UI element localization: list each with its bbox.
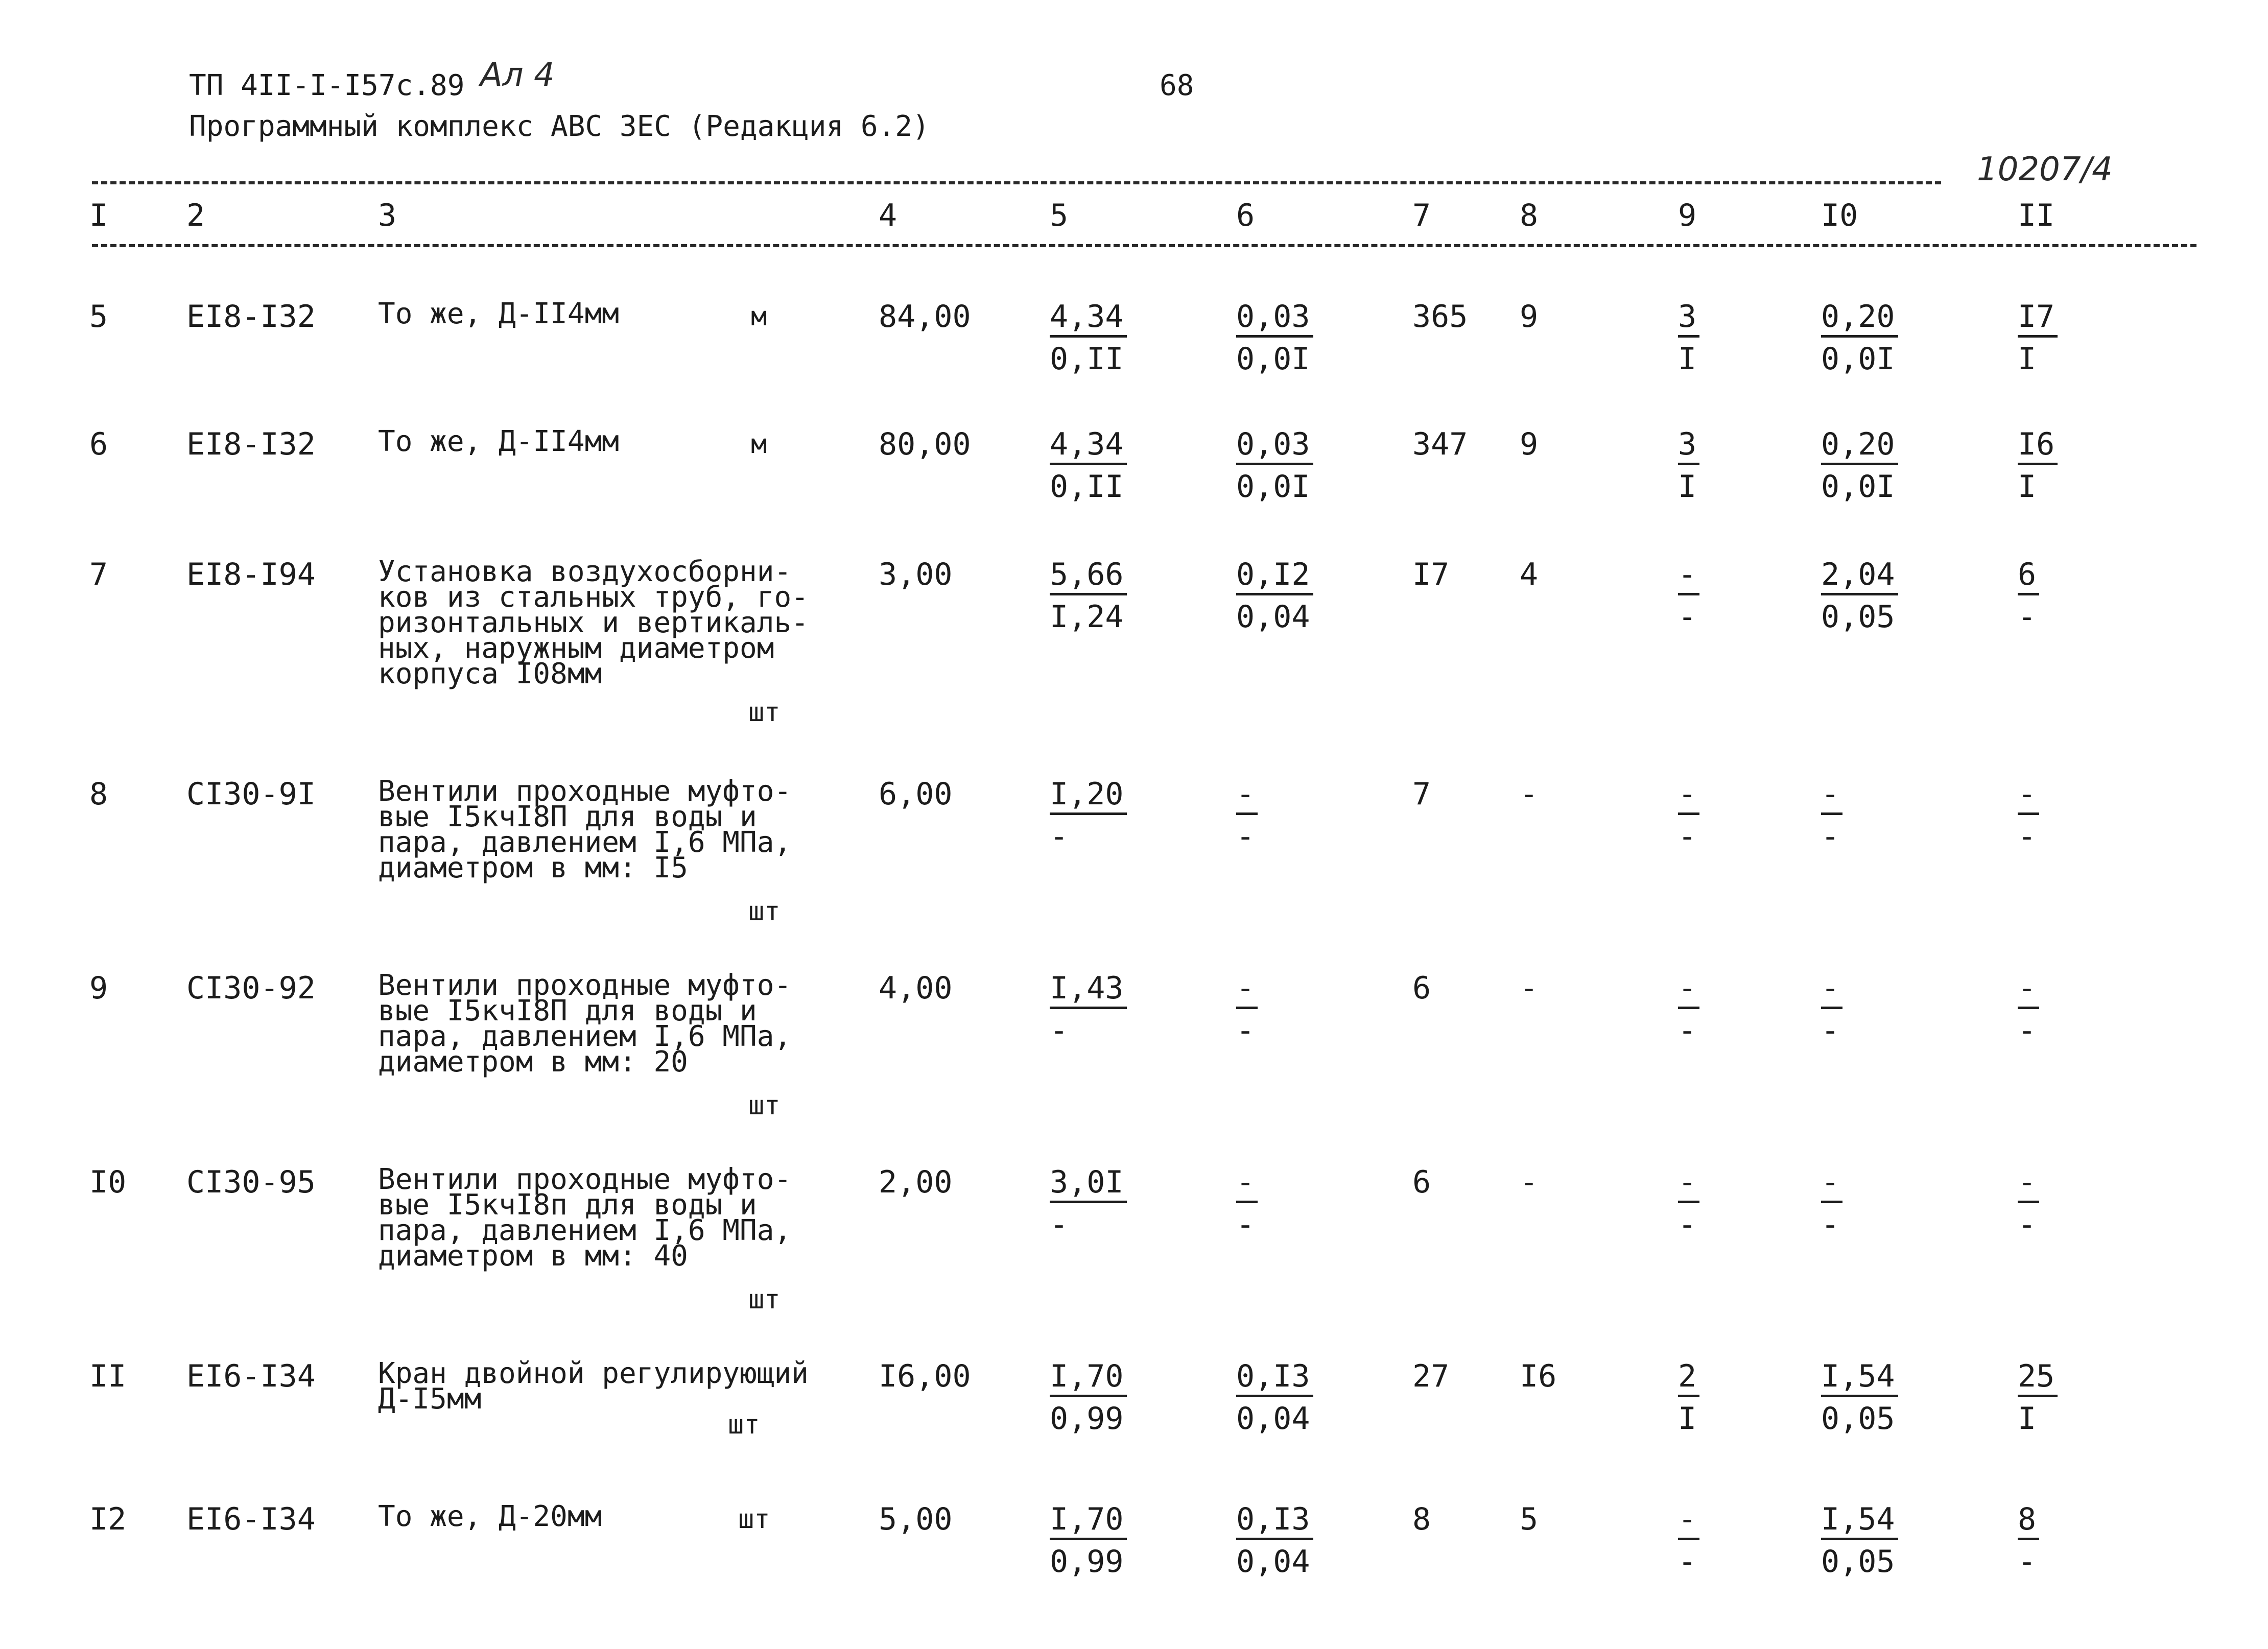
fraction-denominator: - xyxy=(1678,1207,1697,1242)
fraction-numerator: 0,I3 xyxy=(1236,1504,1313,1540)
fraction-numerator: I,43 xyxy=(1050,973,1127,1009)
fraction-numerator: 5,66 xyxy=(1050,559,1127,595)
fraction-c6 xyxy=(1236,970,1258,1048)
fraction-c5 xyxy=(1050,426,1127,505)
fraction-numerator: I,54 xyxy=(1821,1504,1898,1540)
work-description: Вентили проходные муфто- вые I5кчI8п для воды и пара, давлением I,6 МПа, диаметром в мм: 40 xyxy=(378,1163,792,1273)
fraction-numerator: 8 xyxy=(2018,1504,2039,1540)
quantity: 6,00 xyxy=(879,776,953,812)
fraction-c11 xyxy=(2018,1501,2039,1580)
fraction-denominator: - xyxy=(1821,1207,1840,1242)
fraction-denominator: I xyxy=(2018,341,2037,377)
column-8-value: 9 xyxy=(1520,426,1539,462)
fraction-c11 xyxy=(2018,776,2039,854)
fraction-denominator: 0,0I xyxy=(1236,341,1310,377)
column-header-9: 9 xyxy=(1678,198,1697,233)
row-number: II xyxy=(89,1358,127,1394)
fraction-numerator: - xyxy=(1678,1504,1699,1540)
fraction-numerator: - xyxy=(1678,1167,1699,1203)
handwritten-reference: 10207/4 xyxy=(1977,151,2113,188)
fraction-denominator: 0,04 xyxy=(1236,1401,1310,1437)
column-header-3: 3 xyxy=(378,198,397,233)
fraction-c6 xyxy=(1236,1358,1313,1437)
fraction-c6 xyxy=(1236,1501,1313,1580)
column-7-value: 347 xyxy=(1412,426,1468,462)
fraction-numerator: I7 xyxy=(2018,301,2058,338)
fraction-numerator: 3,0I xyxy=(1050,1167,1127,1203)
fraction-denominator: - xyxy=(1821,819,1840,854)
fraction-numerator: 6 xyxy=(2018,559,2039,595)
fraction-numerator: - xyxy=(1236,973,1258,1009)
fraction-numerator: 2 xyxy=(1678,1361,1699,1397)
fraction-numerator: I,70 xyxy=(1050,1361,1127,1397)
row-number: 8 xyxy=(89,776,108,812)
row-number: 6 xyxy=(89,426,108,462)
fraction-c6 xyxy=(1236,426,1313,505)
unit-of-measure: шт xyxy=(728,1409,760,1440)
column-header-4: 4 xyxy=(879,198,897,233)
fraction-numerator: I,54 xyxy=(1821,1361,1898,1397)
fraction-numerator: I,20 xyxy=(1050,779,1127,815)
fraction-c11 xyxy=(2018,970,2039,1048)
fraction-numerator: 0,I3 xyxy=(1236,1361,1313,1397)
rate-code: EI6-I34 xyxy=(186,1358,316,1394)
column-header-2: 2 xyxy=(186,198,205,233)
column-8-value: - xyxy=(1520,1164,1539,1200)
fraction-c9 xyxy=(1678,557,1699,635)
fraction-c5 xyxy=(1050,776,1127,854)
fraction-c9 xyxy=(1678,776,1699,854)
work-description: То же, Д-II4мм xyxy=(378,297,620,330)
fraction-numerator: 0,20 xyxy=(1821,301,1898,338)
fraction-c10 xyxy=(1821,1358,1898,1437)
quantity: I6,00 xyxy=(879,1358,971,1394)
fraction-numerator: 3 xyxy=(1678,429,1699,465)
rate-code: CI30-92 xyxy=(186,970,316,1006)
fraction-denominator: - xyxy=(1236,819,1255,854)
fraction-c11 xyxy=(2018,557,2039,635)
column-7-value: 365 xyxy=(1412,299,1468,334)
work-description: Установка воздухосборни- ков из стальных труб, го- ризонтальных и вертикаль- ных, наружным диаметром корпуса I08мм xyxy=(378,555,809,690)
fraction-c5 xyxy=(1050,299,1127,377)
column-header-11: II xyxy=(2018,198,2055,233)
fraction-numerator: 0,20 xyxy=(1821,429,1898,465)
fraction-denominator: I xyxy=(2018,469,2037,505)
fraction-denominator: I,24 xyxy=(1050,599,1124,635)
row-number: 7 xyxy=(89,557,108,592)
column-header-8: 8 xyxy=(1520,198,1539,233)
column-8-value: - xyxy=(1520,776,1539,812)
fraction-numerator: - xyxy=(2018,779,2039,815)
unit-of-measure: шт xyxy=(748,697,781,728)
row-number: 5 xyxy=(89,299,108,334)
fraction-c10 xyxy=(1821,299,1898,377)
fraction-denominator: 0,II xyxy=(1050,469,1124,505)
fraction-denominator: - xyxy=(2018,819,2037,854)
fraction-numerator: 0,I2 xyxy=(1236,559,1313,595)
work-description: Вентили проходные муфто- вые I5кчI8П для воды и пара, давлением I,6 МПа, диаметром в мм: 20 xyxy=(378,969,792,1079)
unit-of-measure: шт xyxy=(748,1284,781,1315)
quantity: 4,00 xyxy=(879,970,953,1006)
fraction-numerator: - xyxy=(1236,1167,1258,1203)
rate-code: CI30-95 xyxy=(186,1164,316,1200)
quantity: 80,00 xyxy=(879,426,971,462)
fraction-c11 xyxy=(2018,299,2058,377)
fraction-c10 xyxy=(1821,776,1842,854)
column-8-value: 5 xyxy=(1520,1501,1539,1537)
quantity: 2,00 xyxy=(879,1164,953,1200)
fraction-c6 xyxy=(1236,1164,1258,1242)
fraction-c10 xyxy=(1821,1501,1898,1580)
fraction-numerator: I6 xyxy=(2018,429,2058,465)
fraction-denominator: - xyxy=(1236,1207,1255,1242)
header-rule-top xyxy=(92,181,1941,184)
quantity: 5,00 xyxy=(879,1501,953,1537)
fraction-denominator: - xyxy=(1050,1207,1069,1242)
fraction-numerator: I,70 xyxy=(1050,1504,1127,1540)
fraction-numerator: 3 xyxy=(1678,301,1699,338)
fraction-numerator: - xyxy=(1821,1167,1842,1203)
fraction-c6 xyxy=(1236,776,1258,854)
work-description: Кран двойной регулирующий Д-I5мм xyxy=(378,1357,809,1416)
rate-code: EI6-I34 xyxy=(186,1501,316,1537)
column-header-10: I0 xyxy=(1821,198,1858,233)
fraction-c5 xyxy=(1050,1164,1127,1242)
fraction-c9 xyxy=(1678,970,1699,1048)
column-header-1: I xyxy=(89,198,108,233)
fraction-c11 xyxy=(2018,426,2058,505)
column-7-value: 6 xyxy=(1412,1164,1431,1200)
rate-code: EI8-I94 xyxy=(186,557,316,592)
fraction-denominator: 0,II xyxy=(1050,341,1124,377)
fraction-numerator: 0,03 xyxy=(1236,301,1313,338)
fraction-numerator: - xyxy=(1821,779,1842,815)
fraction-denominator: 0,05 xyxy=(1821,599,1895,635)
work-description: Вентили проходные муфто- вые I5кчI8П для воды и пара, давлением I,6 МПа, диаметром в мм: I5 xyxy=(378,775,792,885)
fraction-denominator: I xyxy=(1678,341,1697,377)
fraction-denominator: 0,99 xyxy=(1050,1401,1124,1437)
fraction-c9 xyxy=(1678,299,1699,377)
fraction-c9 xyxy=(1678,1501,1699,1580)
fraction-numerator: 2,04 xyxy=(1821,559,1898,595)
header-rule-bottom xyxy=(92,244,2196,247)
work-description: То же, Д-20мм xyxy=(378,1500,602,1533)
fraction-denominator: 0,04 xyxy=(1236,599,1310,635)
fraction-denominator: - xyxy=(2018,1207,2037,1242)
fraction-denominator: 0,05 xyxy=(1821,1544,1895,1580)
fraction-denominator: - xyxy=(1678,819,1697,854)
fraction-numerator: - xyxy=(1236,779,1258,815)
column-8-value: - xyxy=(1520,970,1539,1006)
row-number: I2 xyxy=(89,1501,127,1537)
fraction-numerator: 4,34 xyxy=(1050,429,1127,465)
unit-of-measure: шт xyxy=(738,1504,770,1535)
quantity: 84,00 xyxy=(879,299,971,334)
unit-of-measure: шт xyxy=(748,1090,781,1121)
fraction-c5 xyxy=(1050,557,1127,635)
column-header-7: 7 xyxy=(1412,198,1431,233)
unit-of-measure: шт xyxy=(748,896,781,927)
fraction-denominator: 0,0I xyxy=(1236,469,1310,505)
unit-of-measure: м xyxy=(751,429,767,460)
fraction-c10 xyxy=(1821,557,1898,635)
fraction-denominator: - xyxy=(1050,1013,1069,1048)
quantity: 3,00 xyxy=(879,557,953,592)
fraction-denominator: - xyxy=(1678,599,1697,635)
fraction-c6 xyxy=(1236,557,1313,635)
fraction-denominator: - xyxy=(2018,1544,2037,1580)
row-number: I0 xyxy=(89,1164,127,1200)
fraction-c10 xyxy=(1821,426,1898,505)
document-code: ТП 4II-I-I57c.89 xyxy=(189,69,465,102)
fraction-numerator: 0,03 xyxy=(1236,429,1313,465)
fraction-denominator: 0,04 xyxy=(1236,1544,1310,1580)
fraction-denominator: - xyxy=(1678,1544,1697,1580)
work-description: То же, Д-II4мм xyxy=(378,425,620,458)
column-7-value: 7 xyxy=(1412,776,1431,812)
fraction-numerator: - xyxy=(1821,973,1842,1009)
row-number: 9 xyxy=(89,970,108,1006)
fraction-c9 xyxy=(1678,426,1699,505)
rate-code: EI8-I32 xyxy=(186,426,316,462)
fraction-numerator: - xyxy=(2018,1167,2039,1203)
fraction-denominator: I xyxy=(1678,1401,1697,1437)
fraction-numerator: 25 xyxy=(2018,1361,2058,1397)
handwritten-album-mark: Ал 4 xyxy=(480,56,555,94)
fraction-denominator: - xyxy=(1678,1013,1697,1048)
fraction-numerator: - xyxy=(1678,779,1699,815)
fraction-denominator: - xyxy=(1050,819,1069,854)
column-header-5: 5 xyxy=(1050,198,1069,233)
fraction-denominator: I xyxy=(1678,469,1697,505)
fraction-c5 xyxy=(1050,1358,1127,1437)
fraction-denominator: 0,0I xyxy=(1821,341,1895,377)
fraction-c10 xyxy=(1821,970,1842,1048)
fraction-denominator: - xyxy=(2018,1013,2037,1048)
fraction-denominator: - xyxy=(2018,599,2037,635)
column-7-value: 8 xyxy=(1412,1501,1431,1537)
fraction-c5 xyxy=(1050,1501,1127,1580)
unit-of-measure: м xyxy=(751,301,767,332)
column-header-6: 6 xyxy=(1236,198,1255,233)
fraction-denominator: 0,99 xyxy=(1050,1544,1124,1580)
fraction-denominator: 0,0I xyxy=(1821,469,1895,505)
column-7-value: 6 xyxy=(1412,970,1431,1006)
fraction-c11 xyxy=(2018,1358,2058,1437)
fraction-denominator: - xyxy=(1236,1013,1255,1048)
rate-code: CI30-9I xyxy=(186,776,316,812)
fraction-c11 xyxy=(2018,1164,2039,1242)
fraction-numerator: - xyxy=(1678,559,1699,595)
program-name: Программный комплекс АВС ЗЕС (Редакция 6.2) xyxy=(189,110,930,143)
fraction-numerator: - xyxy=(2018,973,2039,1009)
fraction-c6 xyxy=(1236,299,1313,377)
column-8-value: I6 xyxy=(1520,1358,1557,1394)
column-7-value: 27 xyxy=(1412,1358,1450,1394)
column-7-value: I7 xyxy=(1412,557,1450,592)
fraction-numerator: - xyxy=(1678,973,1699,1009)
rate-code: EI8-I32 xyxy=(186,299,316,334)
fraction-c10 xyxy=(1821,1164,1842,1242)
fraction-numerator: 4,34 xyxy=(1050,301,1127,338)
fraction-denominator: 0,05 xyxy=(1821,1401,1895,1437)
fraction-c5 xyxy=(1050,970,1127,1048)
fraction-denominator: - xyxy=(1821,1013,1840,1048)
column-8-value: 4 xyxy=(1520,557,1539,592)
fraction-c9 xyxy=(1678,1358,1699,1437)
column-8-value: 9 xyxy=(1520,299,1539,334)
fraction-denominator: I xyxy=(2018,1401,2037,1437)
page-number: 68 xyxy=(1160,69,1194,102)
fraction-c9 xyxy=(1678,1164,1699,1242)
